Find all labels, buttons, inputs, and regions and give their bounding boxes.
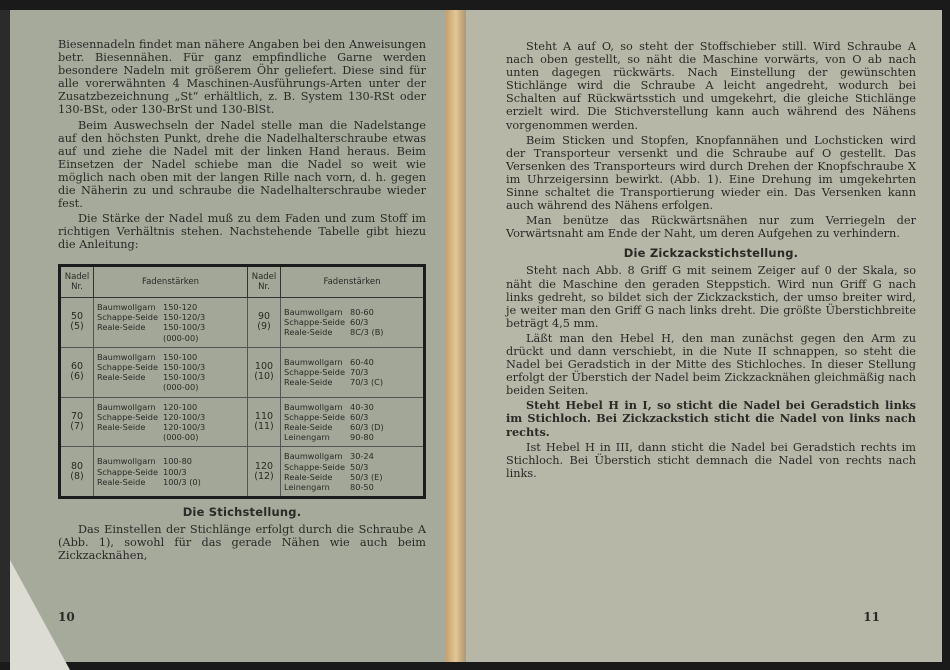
thread-size-cell — [281, 347, 425, 397]
thread-size: (000-00) — [163, 382, 199, 393]
thread-size: 100/3 — [163, 466, 187, 477]
thread-type: Schappe-Seide — [97, 466, 159, 477]
thread-type — [97, 432, 163, 442]
needle-number: (12) — [254, 470, 274, 482]
needle-number-cell — [60, 397, 94, 447]
thread-entry — [97, 467, 244, 477]
left-paragraph: Das Einstellen der Stichlänge erfolgt durch die Schraube A (Abb. 1), sowohl für das gerade Nähen wie auch beim Zickzacknähen, — [58, 523, 426, 563]
right-paragraph: Ist Hebel H in III, dann sticht die Nadel bei Geradstich rechts im Stichloch. Bei Überstich sticht demnach die Nadel von rechts nach links. — [506, 440, 916, 480]
thread-type — [97, 382, 163, 392]
thread-entry — [284, 472, 420, 482]
thread-size: 50/3 (E) — [350, 471, 383, 482]
thread-size: 150-120 — [163, 301, 198, 312]
col-header-needle-nr: Nadel Nr. — [60, 265, 94, 297]
thread-entry — [284, 451, 420, 461]
thread-type: Schappe-Seide — [97, 411, 159, 422]
needle-number: 120 — [254, 460, 274, 472]
thread-entry — [97, 412, 244, 422]
thread-type: Reale-Seide — [97, 322, 146, 333]
thread-entry — [284, 367, 420, 377]
needle-number: 60 — [70, 360, 84, 372]
needle-number-cell — [60, 447, 94, 498]
thread-entry — [97, 352, 244, 362]
right-paragraph: Steht A auf O, so steht der Stoffschieber still. Wird Schraube A nach oben gestellt, so näht die Maschine vorwärts, von O ab nach unten dagegen rückwärts. Nach Einstellung der gewünschten Stichlänge wird die Schraube A leicht angedreht, wodurch bei Schalten auf Rückwärtsstich und umgekehrt, die gleiche Stichlänge erzielt wird. Die Stichverstellung kann auch während des Nähens vorgenommen werden. — [506, 40, 916, 132]
thread-size: 50/3 — [350, 461, 369, 472]
thread-type: Schappe-Seide — [284, 461, 346, 472]
thread-type: Baumwollgarn — [284, 307, 343, 317]
thread-size-cell — [281, 297, 425, 347]
thread-entry — [97, 382, 244, 392]
col-header-needle-nr: Nadel Nr. — [248, 265, 281, 297]
needle-number: (8) — [70, 470, 84, 482]
needle-number: 70 — [70, 410, 84, 422]
thread-type: Reale-Seide — [284, 421, 333, 432]
thread-entry — [97, 477, 244, 487]
thread-type: Reale-Seide — [97, 421, 146, 432]
book-gutter — [446, 10, 468, 662]
thread-entry — [284, 482, 420, 492]
thread-entry — [284, 402, 420, 412]
left-paragraph: Die Stärke der Nadel muß zu dem Faden und zum Stoff im richtigen Verhältnis stehen. Nachstehende Tabelle gibt hiezu die Anleitung: — [58, 212, 426, 252]
thread-type: Schappe-Seide — [284, 411, 346, 422]
thread-size: 40-30 — [350, 401, 374, 412]
thread-type: Reale-Seide — [97, 476, 146, 487]
thread-entry — [97, 422, 244, 432]
thread-entry — [284, 412, 420, 422]
thread-size: 100/3 (0) — [163, 476, 201, 487]
thread-type: Schappe-Seide — [97, 312, 159, 323]
thread-size-cell — [94, 347, 248, 397]
needle-number-cell — [248, 397, 281, 447]
thread-size: 120-100/3 — [163, 411, 206, 422]
thread-size: (000-00) — [163, 432, 199, 443]
thread-size: 120-100/3 — [163, 421, 206, 432]
thread-entry — [284, 357, 420, 367]
needle-number: 90 — [257, 311, 271, 323]
table-header-row — [60, 265, 425, 297]
thread-entry — [97, 432, 244, 442]
thread-size-cell — [94, 447, 248, 498]
thread-type: Leinengarn — [284, 481, 330, 492]
thread-entry — [97, 322, 244, 332]
table-row — [60, 297, 425, 347]
thread-entry — [97, 333, 244, 343]
needle-number: (7) — [70, 420, 84, 432]
thread-size: 60-40 — [350, 356, 374, 367]
thread-size: 80-60 — [350, 307, 374, 317]
thread-type: Baumwollgarn — [284, 401, 343, 412]
thread-type — [97, 333, 163, 343]
needle-number-cell — [248, 297, 281, 347]
table-row — [60, 347, 425, 397]
right-paragraph: Steht nach Abb. 8 Griff G mit seinem Zeiger auf 0 der Skala, so näht die Maschine den geraden Steppstich. Wird nun Griff G nach links gedreht, so bildet sich der Zickzackstich, der umso breiter wird, je weiter man den Griff G nach links dreht. Die größte Überstichbreite beträgt 4,5 mm. — [506, 264, 916, 330]
thread-size: 70/3 (C) — [350, 377, 384, 388]
needle-number: 50 — [70, 311, 84, 323]
thread-entry — [97, 372, 244, 382]
thread-entry — [284, 432, 420, 442]
right-page — [466, 10, 942, 662]
thread-size: 120-100 — [163, 401, 198, 412]
thread-type: Reale-Seide — [284, 471, 333, 482]
thread-size: 80-50 — [350, 481, 374, 492]
thread-size-cell — [94, 397, 248, 447]
page-number: 10 — [58, 610, 75, 624]
thread-type: Baumwollgarn — [97, 301, 156, 312]
right-paragraph: Läßt man den Hebel H, den man zunächst gegen den Arm zu drückt und dann verschiebt, in die Nute II schnappen, so steht die Nadel bei Geradstich in der Mitte des Stichloches. In dieser Stellung erfolgt der Überstich der Nadel beim Zickzacknähen gleichmäßig nach beiden Seiten. — [506, 331, 916, 398]
section-heading: Die Zickzackstichstellung. — [623, 246, 799, 261]
thread-type: Baumwollgarn — [284, 356, 343, 367]
thread-size-cell — [281, 447, 425, 498]
thread-entry — [97, 312, 244, 322]
right-paragraph: Beim Sticken und Stopfen, Knopfannähen und Lochsticken wird der Transporteur versenkt und die Schraube auf O gestellt. Das Versenken des Transporteurs wird durch Drehen der Knopfschraube X im Uhrzeigersinn bewirkt. (Abb. 1). Eine Drehung im umgekehrten Sinne schaltet die Transportierung wieder ein. Das Versenken kann auch während des Nähens erfolgen. — [506, 133, 916, 213]
col-header-thread-size: Fadenstärken — [281, 265, 425, 297]
thread-entry — [97, 456, 244, 466]
right-paragraph: Man benütze das Rückwärtsnähen nur zum Verriegeln der Vorwärtsnaht am Ende der Naht, um deren Aufgehen zu verhindern. — [506, 214, 916, 241]
thread-size: 150-120/3 — [163, 312, 206, 323]
thread-type: Schappe-Seide — [97, 361, 159, 372]
left-paragraph: Beim Auswechseln der Nadel stelle man die Nadelstange auf den höchsten Punkt, drehe die Nadelhalterschraube etwas auf und ziehe die Nadel mit der linken Hand heraus. Beim Einsetzen der Nadel schiebe man die Nadel so weit wie möglich nach oben mit der langen Rille nach vorn, d. h. gegen die Näherin zu und schraube die Nadelhalterschraube wieder fest. — [58, 118, 426, 211]
thread-entry — [97, 302, 244, 312]
thread-size: 150-100 — [163, 351, 198, 362]
thread-type: Baumwollgarn — [97, 351, 156, 362]
needle-number-cell — [60, 297, 94, 347]
right-paragraph: Steht Hebel H in I, so sticht die Nadel bei Geradstich links im Stichloch. Bei Zickzackstich sticht die Nadel von links nach rechts. — [506, 398, 916, 439]
col-header-thread-size: Fadenstärken — [94, 265, 248, 297]
needle-number-cell — [248, 447, 281, 498]
left-page — [10, 10, 448, 662]
thread-type: Schappe-Seide — [284, 367, 346, 378]
table-row — [60, 397, 425, 447]
thread-size: 60/3 — [350, 411, 369, 422]
needle-number: (6) — [70, 371, 84, 383]
needle-number-cell — [60, 347, 94, 397]
thread-entry — [97, 402, 244, 412]
left-paragraph: Biesennadeln findet man nähere Angaben bei den Anweisungen betr. Biesennähen. Für ganz empfindliche Garne werden besondere Nadeln mit größerem Öhr geliefert. Diese sind für alle vorerwähnten 4 Maschinen-Ausführungs-Arten unter der Zusatzbezeichnung „St“ erhältlich, z. B. System 130-RSt oder 130-BSt, oder 130-BrSt und 130-BlSt. — [58, 38, 426, 117]
thread-size: 70/3 — [350, 367, 369, 378]
section-heading: Die Stichstellung. — [182, 505, 302, 520]
thread-type: Baumwollgarn — [97, 401, 156, 412]
needle-number: 80 — [70, 460, 84, 472]
needle-number: (11) — [254, 420, 274, 432]
thread-type: Baumwollgarn — [284, 451, 343, 462]
thread-entry — [284, 462, 420, 472]
thread-type: Baumwollgarn — [97, 456, 156, 467]
thread-size: 150-100/3 — [163, 372, 206, 383]
table-row — [60, 447, 425, 498]
needle-number-cell — [248, 347, 281, 397]
thread-type: Schappe-Seide — [284, 317, 346, 328]
needle-number: (10) — [254, 371, 274, 383]
thread-entry — [284, 422, 420, 432]
thread-size: (000-00) — [163, 332, 199, 343]
thread-size: 60/3 (D) — [350, 421, 384, 432]
thread-entry — [284, 307, 420, 317]
thread-type: Leinengarn — [284, 432, 330, 443]
thread-entry — [284, 377, 420, 387]
thread-type: Reale-Seide — [284, 377, 333, 388]
page-number: 11 — [863, 610, 880, 624]
needle-thread-table — [58, 264, 426, 500]
thread-type: Reale-Seide — [97, 372, 146, 383]
needle-number: (5) — [70, 321, 84, 333]
needle-number: 110 — [254, 410, 274, 422]
needle-number: 100 — [254, 360, 274, 372]
thread-size: 8C/3 (B) — [350, 327, 384, 338]
thread-size-cell — [94, 297, 248, 347]
thread-size: 150-100/3 — [163, 361, 206, 372]
thread-size: 60/3 — [350, 317, 369, 328]
thread-size-cell — [281, 397, 425, 447]
thread-entry — [97, 362, 244, 372]
thread-size: 90-80 — [350, 432, 374, 443]
needle-number: (9) — [257, 321, 271, 333]
thread-size: 30-24 — [350, 451, 374, 462]
thread-entry — [284, 327, 420, 337]
thread-size: 100-80 — [163, 456, 193, 467]
thread-size: 150-100/3 — [163, 322, 206, 333]
thread-type: Reale-Seide — [284, 327, 333, 338]
thread-entry — [284, 317, 420, 327]
